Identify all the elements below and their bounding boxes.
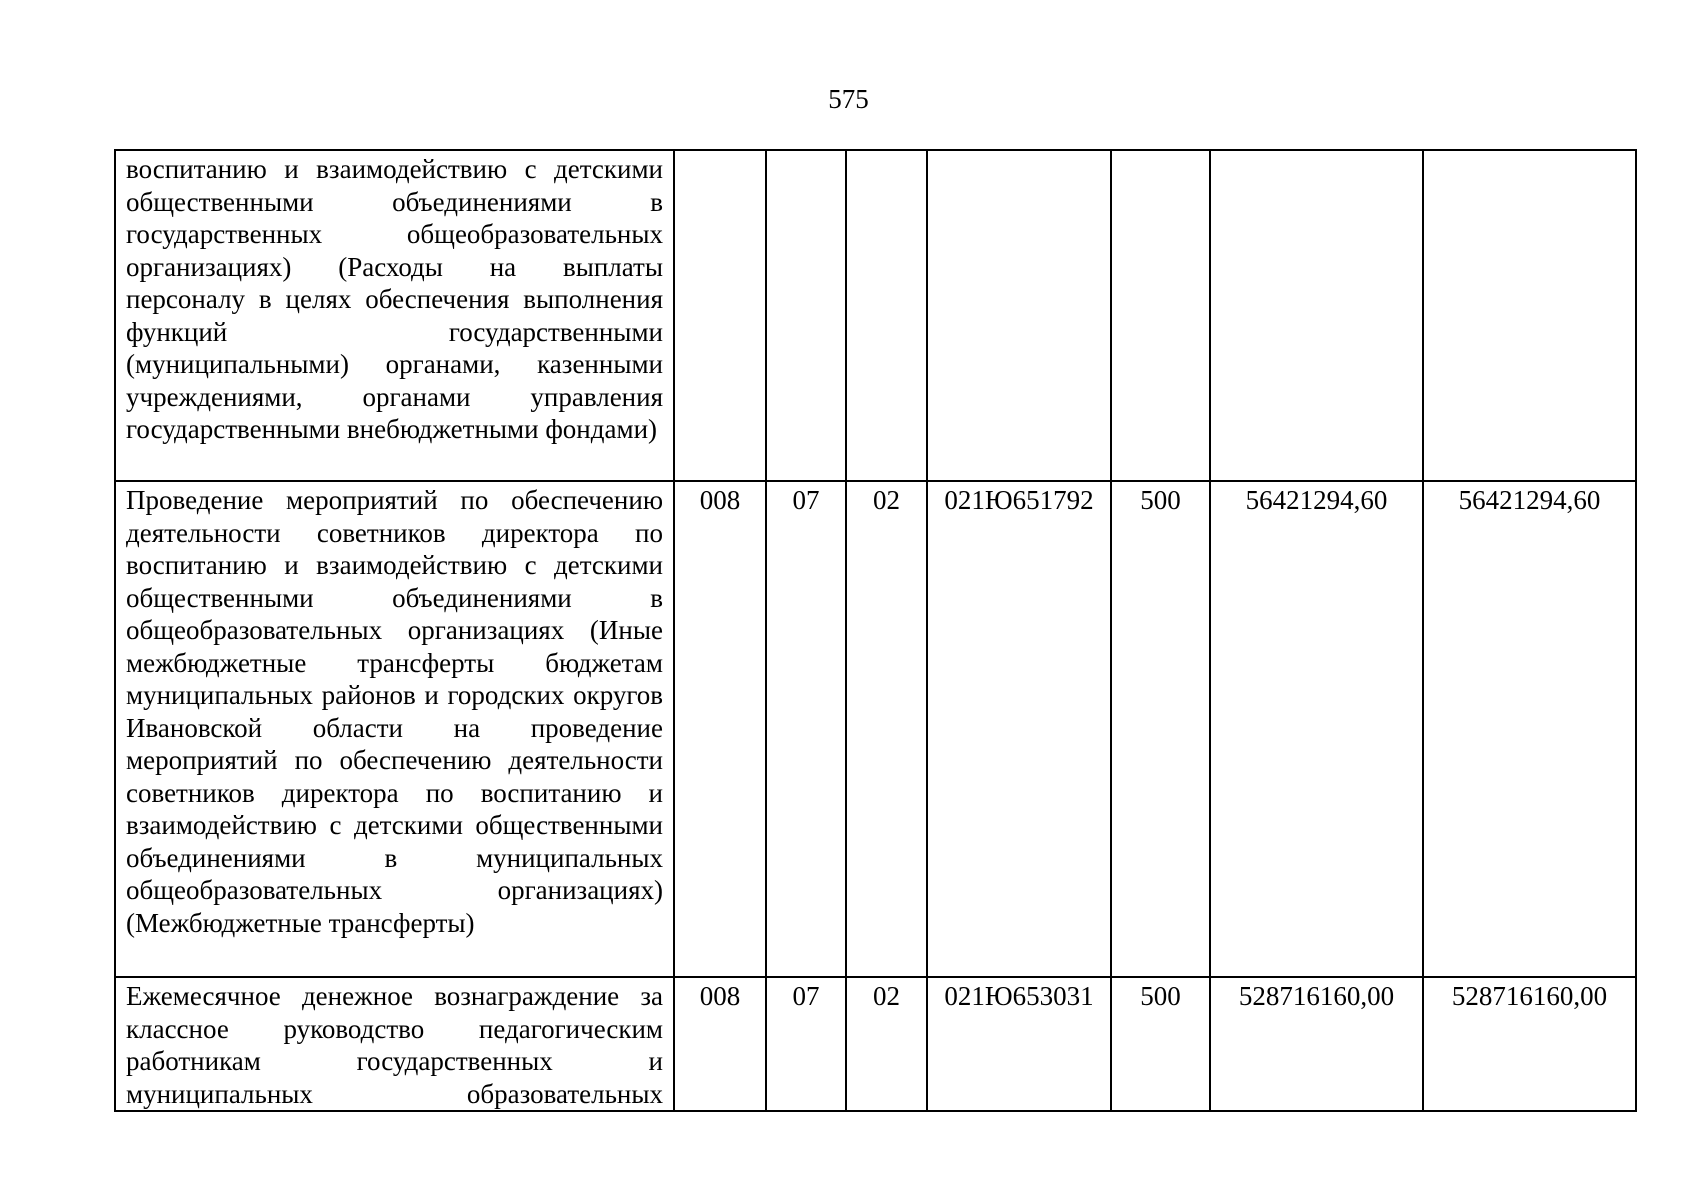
row-amount-year-1: 56421294,60 — [1210, 481, 1423, 977]
row-amount-year-2: 56421294,60 — [1423, 481, 1636, 977]
row-ministry-code: 008 — [674, 481, 766, 977]
row-description: воспитанию и взаимодействию с детскими общественными объединениями в государственных общеобразовательных организациях) (Расходы на выплаты персоналу в целях обеспечения выполнения функций государственными (муниципальными) органами, казенными учреждениями, органами управления государственными внебюджетными фондами) — [115, 150, 674, 481]
table-row — [115, 481, 1636, 977]
budget-table — [114, 149, 1637, 1112]
row-section-code — [766, 150, 846, 481]
row-amount-year-1: 528716160,00 — [1210, 977, 1423, 1111]
row-target-article-code: 021Ю653031 — [927, 977, 1111, 1111]
table-row — [115, 150, 1636, 481]
row-expense-type-code: 500 — [1111, 481, 1210, 977]
row-ministry-code: 008 — [674, 977, 766, 1111]
page-number: 575 — [828, 84, 869, 114]
row-amount-year-2 — [1423, 150, 1636, 481]
row-expense-type-code: 500 — [1111, 977, 1210, 1111]
row-expense-type-code — [1111, 150, 1210, 481]
row-ministry-code — [674, 150, 766, 481]
row-amount-year-2: 528716160,00 — [1423, 977, 1636, 1111]
row-subsection-code: 02 — [846, 481, 927, 977]
row-subsection-code: 02 — [846, 977, 927, 1111]
row-amount-year-1 — [1210, 150, 1423, 481]
row-description: Проведение мероприятий по обеспечению деятельности советников директора по воспитанию и взаимодействию с детскими общественными объединениями в общеобразовательных организациях (Иные межбюджетные трансферты бюджетам муниципальных районов и городских округов Ивановской области на проведение мероприятий по обеспечению деятельности советников директора по воспитанию и взаимодействию с детскими общественными объединениями в муниципальных общеобразовательных организациях) (Межбюджетные трансферты) — [115, 481, 674, 977]
row-section-code: 07 — [766, 977, 846, 1111]
row-description: Ежемесячное денежное вознаграждение за классное руководство педагогическим работникам государственных и муниципальных образовательных — [115, 977, 674, 1111]
row-target-article-code: 021Ю651792 — [927, 481, 1111, 977]
table-row — [115, 977, 1636, 1111]
row-subsection-code — [846, 150, 927, 481]
row-target-article-code — [927, 150, 1111, 481]
row-section-code: 07 — [766, 481, 846, 977]
